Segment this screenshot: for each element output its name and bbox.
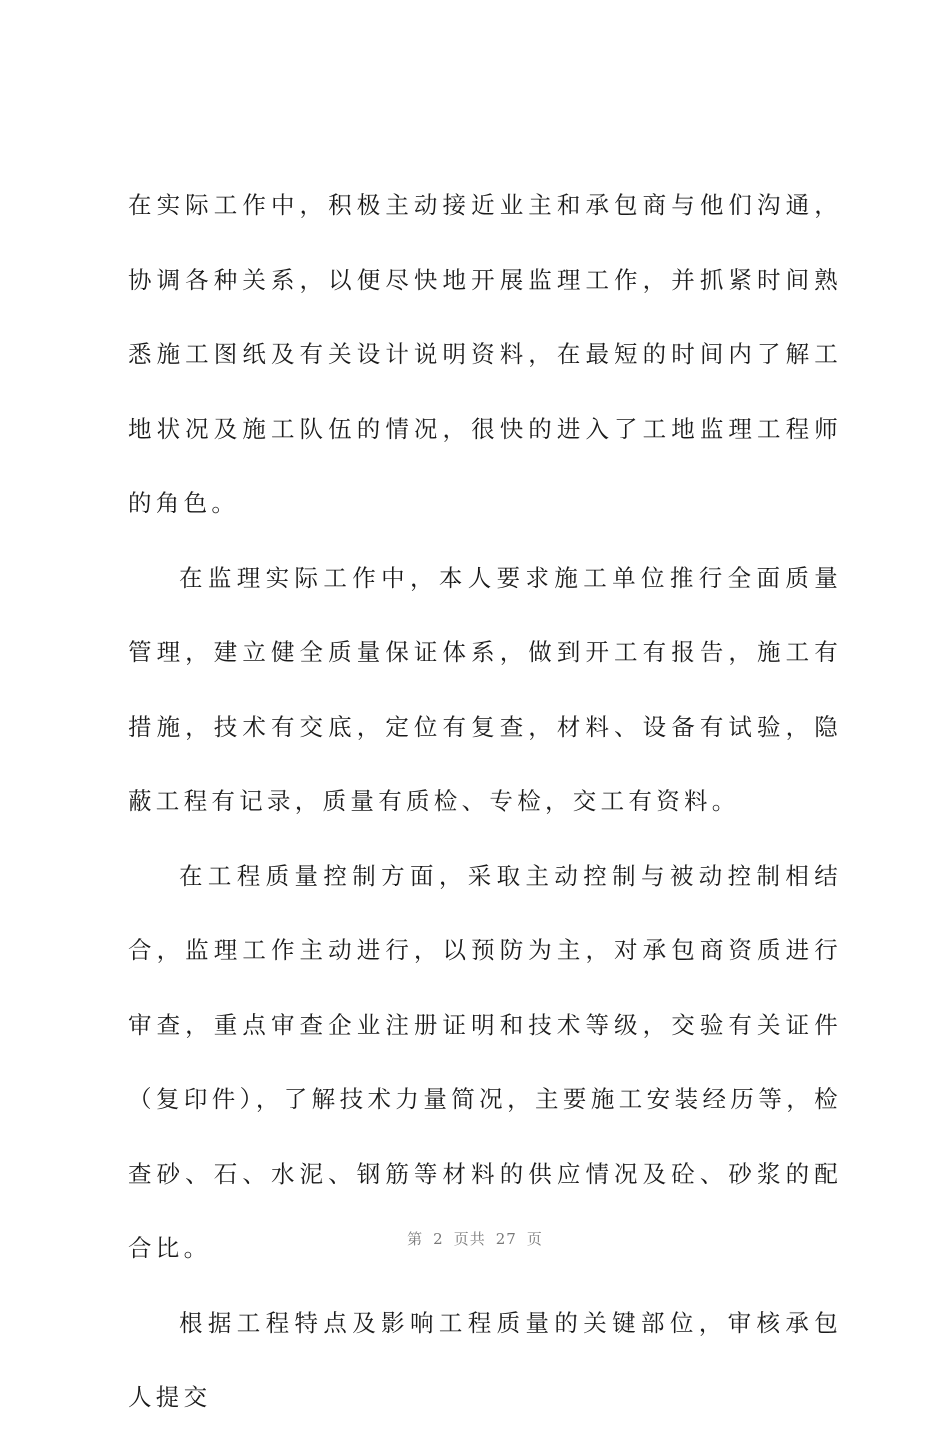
paragraph-3: 在工程质量控制方面，采取主动控制与被动控制相结合，监理工作主动进行，以预防为主，对承包商资质进行审查，重点审查企业注册证明和技术等级，交验有关证件（复印件），了解技术力量简况，主要施工安装经历等，检查砂、石、水泥、钢筋等材料的供应情况及砼、砂浆的配合比。 xyxy=(128,861,842,1262)
footer-middle: 页共 xyxy=(453,1230,486,1248)
footer-suffix: 页 xyxy=(526,1230,543,1248)
paragraph-2: 在监理实际工作中，本人要求施工单位推行全面质量管理，建立健全质量保证体系，做到开工有报告，施工有措施，技术有交底，定位有复查，材料、设备有试验，隐蔽工程有记录，质量有质检、专检，交工有资料。 xyxy=(128,563,842,815)
paragraph-1: 在实际工作中，积极主动接近业主和承包商与他们沟通，协调各种关系，以便尽快地开展监理工作，并抓紧时间熟悉施工图纸及有关设计说明资料，在最短的时间内了解工地状况及施工队伍的情况，很快的进入了工地监理工程师的角色。 xyxy=(128,191,842,517)
footer-total-pages: 27 xyxy=(495,1230,517,1248)
footer-current-page: 2 xyxy=(433,1230,444,1248)
paragraph-4: 根据工程特点及影响工程质量的关键部位，审核承包人提交 xyxy=(128,1308,842,1411)
page-footer xyxy=(0,1228,950,1249)
footer-prefix: 第 xyxy=(407,1230,424,1248)
